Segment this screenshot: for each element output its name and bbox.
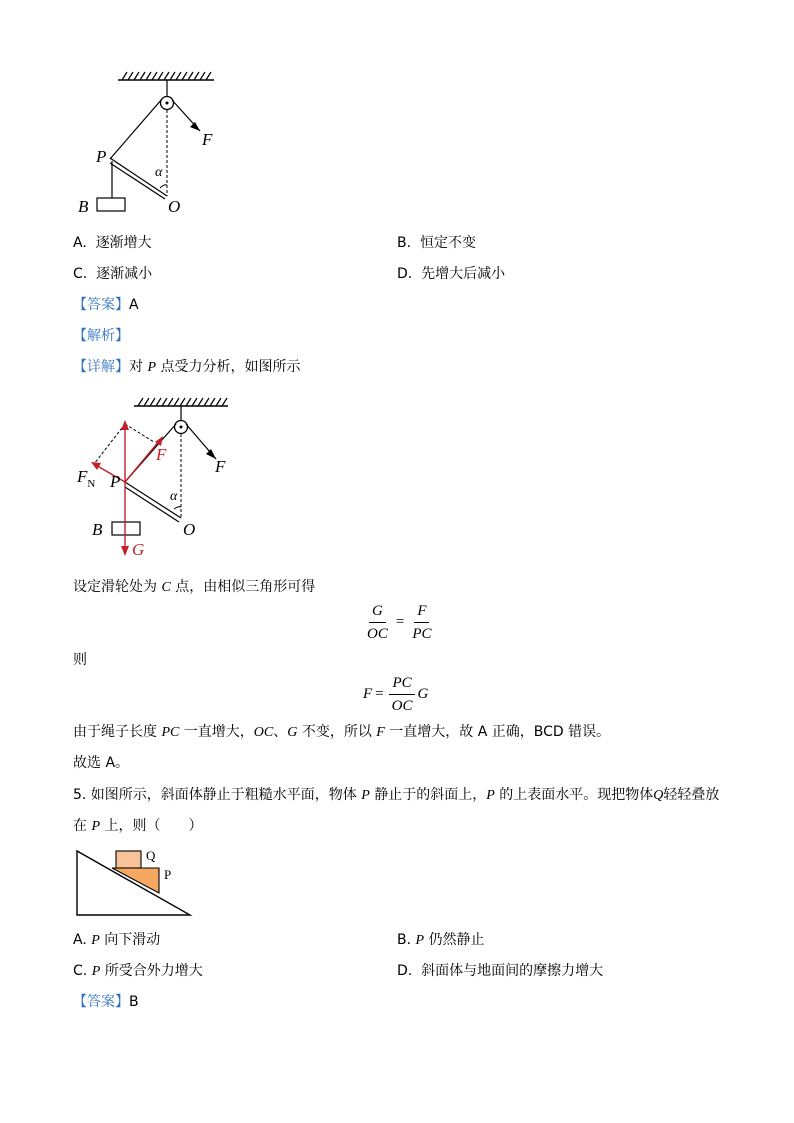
text: 由于绳子长度 xyxy=(73,724,157,740)
var-g: G xyxy=(287,725,298,740)
eq2-tail: G xyxy=(417,686,429,702)
q4-detail-line xyxy=(73,358,300,377)
detail-text: 点受力分析，如图所示 xyxy=(160,359,301,375)
eq1-num-right: F xyxy=(414,602,429,623)
var-p: P xyxy=(91,964,101,979)
fig1-label-F: F xyxy=(202,130,213,149)
q4-analysis-tag xyxy=(73,327,129,345)
text: 不变，所以 xyxy=(301,724,372,740)
text: 一直增大，故 A 正确，BCD 错误。 xyxy=(389,724,611,740)
var-oc: OC xyxy=(253,725,274,740)
q4-option-c xyxy=(73,265,152,283)
text: 静止于的斜面上， xyxy=(374,787,487,803)
answer-value: A xyxy=(129,297,139,313)
text: 轻轻叠放 xyxy=(663,787,720,803)
option-text: 逐渐减小 xyxy=(96,266,153,282)
eq1-den-right: PC xyxy=(412,626,432,642)
var-p: P xyxy=(91,819,101,834)
fig2-label-F-red: F xyxy=(156,445,167,464)
fig2-label-G: G xyxy=(132,540,145,559)
answer-tag: 【答案】 xyxy=(73,994,129,1010)
q5-option-b xyxy=(397,931,485,950)
option-text: 先增大后减小 xyxy=(421,266,506,282)
q4-ze xyxy=(73,651,87,669)
fig2-label-B: B xyxy=(92,520,103,539)
q4-line-c xyxy=(73,578,315,597)
fig2-label-FN: $F_N$ xyxy=(77,467,96,490)
option-text: 所受合外力增大 xyxy=(104,963,203,979)
option-key: C. xyxy=(73,266,88,282)
var-p: P xyxy=(486,788,495,803)
fig1-label-B: B xyxy=(78,197,89,216)
q4-option-d xyxy=(397,265,505,283)
text: 的上表面水平。现把物体 xyxy=(499,787,654,803)
var-p: P xyxy=(361,788,370,803)
fig2-label-P: P xyxy=(110,472,121,491)
q4-conclusion xyxy=(73,723,610,742)
var-p: P xyxy=(91,933,100,948)
incline-figure xyxy=(72,846,202,922)
option-key: D. xyxy=(397,963,413,979)
var-p: P xyxy=(415,933,425,948)
eq2-num: PC xyxy=(389,674,414,695)
eq2-equals: = xyxy=(375,686,384,702)
eq1-equals: = xyxy=(395,614,405,630)
option-text: 恒定不变 xyxy=(419,235,476,251)
text: 点，由相似三角形可得 xyxy=(175,579,316,595)
fig2-label-O: O xyxy=(183,520,196,539)
q4-option-b xyxy=(397,234,476,252)
q5-option-a xyxy=(73,931,160,950)
fig2-label-F: F xyxy=(215,457,226,476)
text: 5. 如图所示，斜面体静止于粗糙水平面，物体 xyxy=(73,787,357,803)
text: 在 xyxy=(73,818,87,834)
text: 一直增大， xyxy=(183,724,254,740)
option-key: A. xyxy=(73,932,87,948)
analysis-tag: 【解析】 xyxy=(73,328,129,344)
fig2-label-alpha: α xyxy=(170,489,178,504)
option-key: A. xyxy=(73,235,87,251)
var-f: F xyxy=(376,725,385,740)
detail-text: 对 xyxy=(129,359,143,375)
fig3-label-Q: Q xyxy=(146,848,156,863)
option-key: B. xyxy=(397,235,412,251)
q4-answer xyxy=(73,296,139,314)
var-c: C xyxy=(161,580,171,595)
option-key: C. xyxy=(73,963,88,979)
q5-option-c xyxy=(73,962,203,981)
text: 故选 A。 xyxy=(73,755,130,771)
q5-option-d xyxy=(397,962,603,980)
var-q: Q xyxy=(653,788,664,803)
q5-stem-line-1 xyxy=(73,786,719,805)
eq1-num-left: G xyxy=(369,602,386,623)
equation-similar-triangles xyxy=(362,602,436,643)
q4-choose xyxy=(73,754,129,772)
pulley-figure-1 xyxy=(70,66,230,226)
fig1-label-alpha: α xyxy=(155,165,163,180)
option-text: 逐渐增大 xyxy=(95,235,152,251)
answer-value: B xyxy=(129,994,139,1010)
equation-f xyxy=(363,674,428,715)
text: 上，则（ ） xyxy=(104,818,203,834)
var-pc: PC xyxy=(161,725,180,740)
force-analysis-figure xyxy=(70,390,250,562)
option-text: 向下滑动 xyxy=(104,932,161,948)
q4-option-a xyxy=(73,234,152,252)
eq1-den-left: OC xyxy=(367,626,388,642)
option-text: 仍然静止 xyxy=(428,932,485,948)
text: 则 xyxy=(73,652,87,668)
text: 、 xyxy=(273,724,288,740)
q5-answer xyxy=(73,993,139,1011)
answer-tag: 【答案】 xyxy=(73,297,129,313)
fig3-label-P: P xyxy=(164,867,172,882)
option-text: 斜面体与地面间的摩擦力增大 xyxy=(421,963,604,979)
fig1-label-O: O xyxy=(168,197,181,216)
q5-stem-line-2 xyxy=(73,817,202,836)
option-key: B. xyxy=(397,932,412,948)
text: 设定滑轮处为 xyxy=(73,579,157,595)
eq2-lhs: F xyxy=(363,686,373,702)
var-p: P xyxy=(147,360,157,375)
eq2-den: OC xyxy=(391,698,413,714)
option-key: D. xyxy=(397,266,413,282)
fig1-label-P: P xyxy=(96,147,107,166)
detail-tag: 【详解】 xyxy=(73,359,129,375)
